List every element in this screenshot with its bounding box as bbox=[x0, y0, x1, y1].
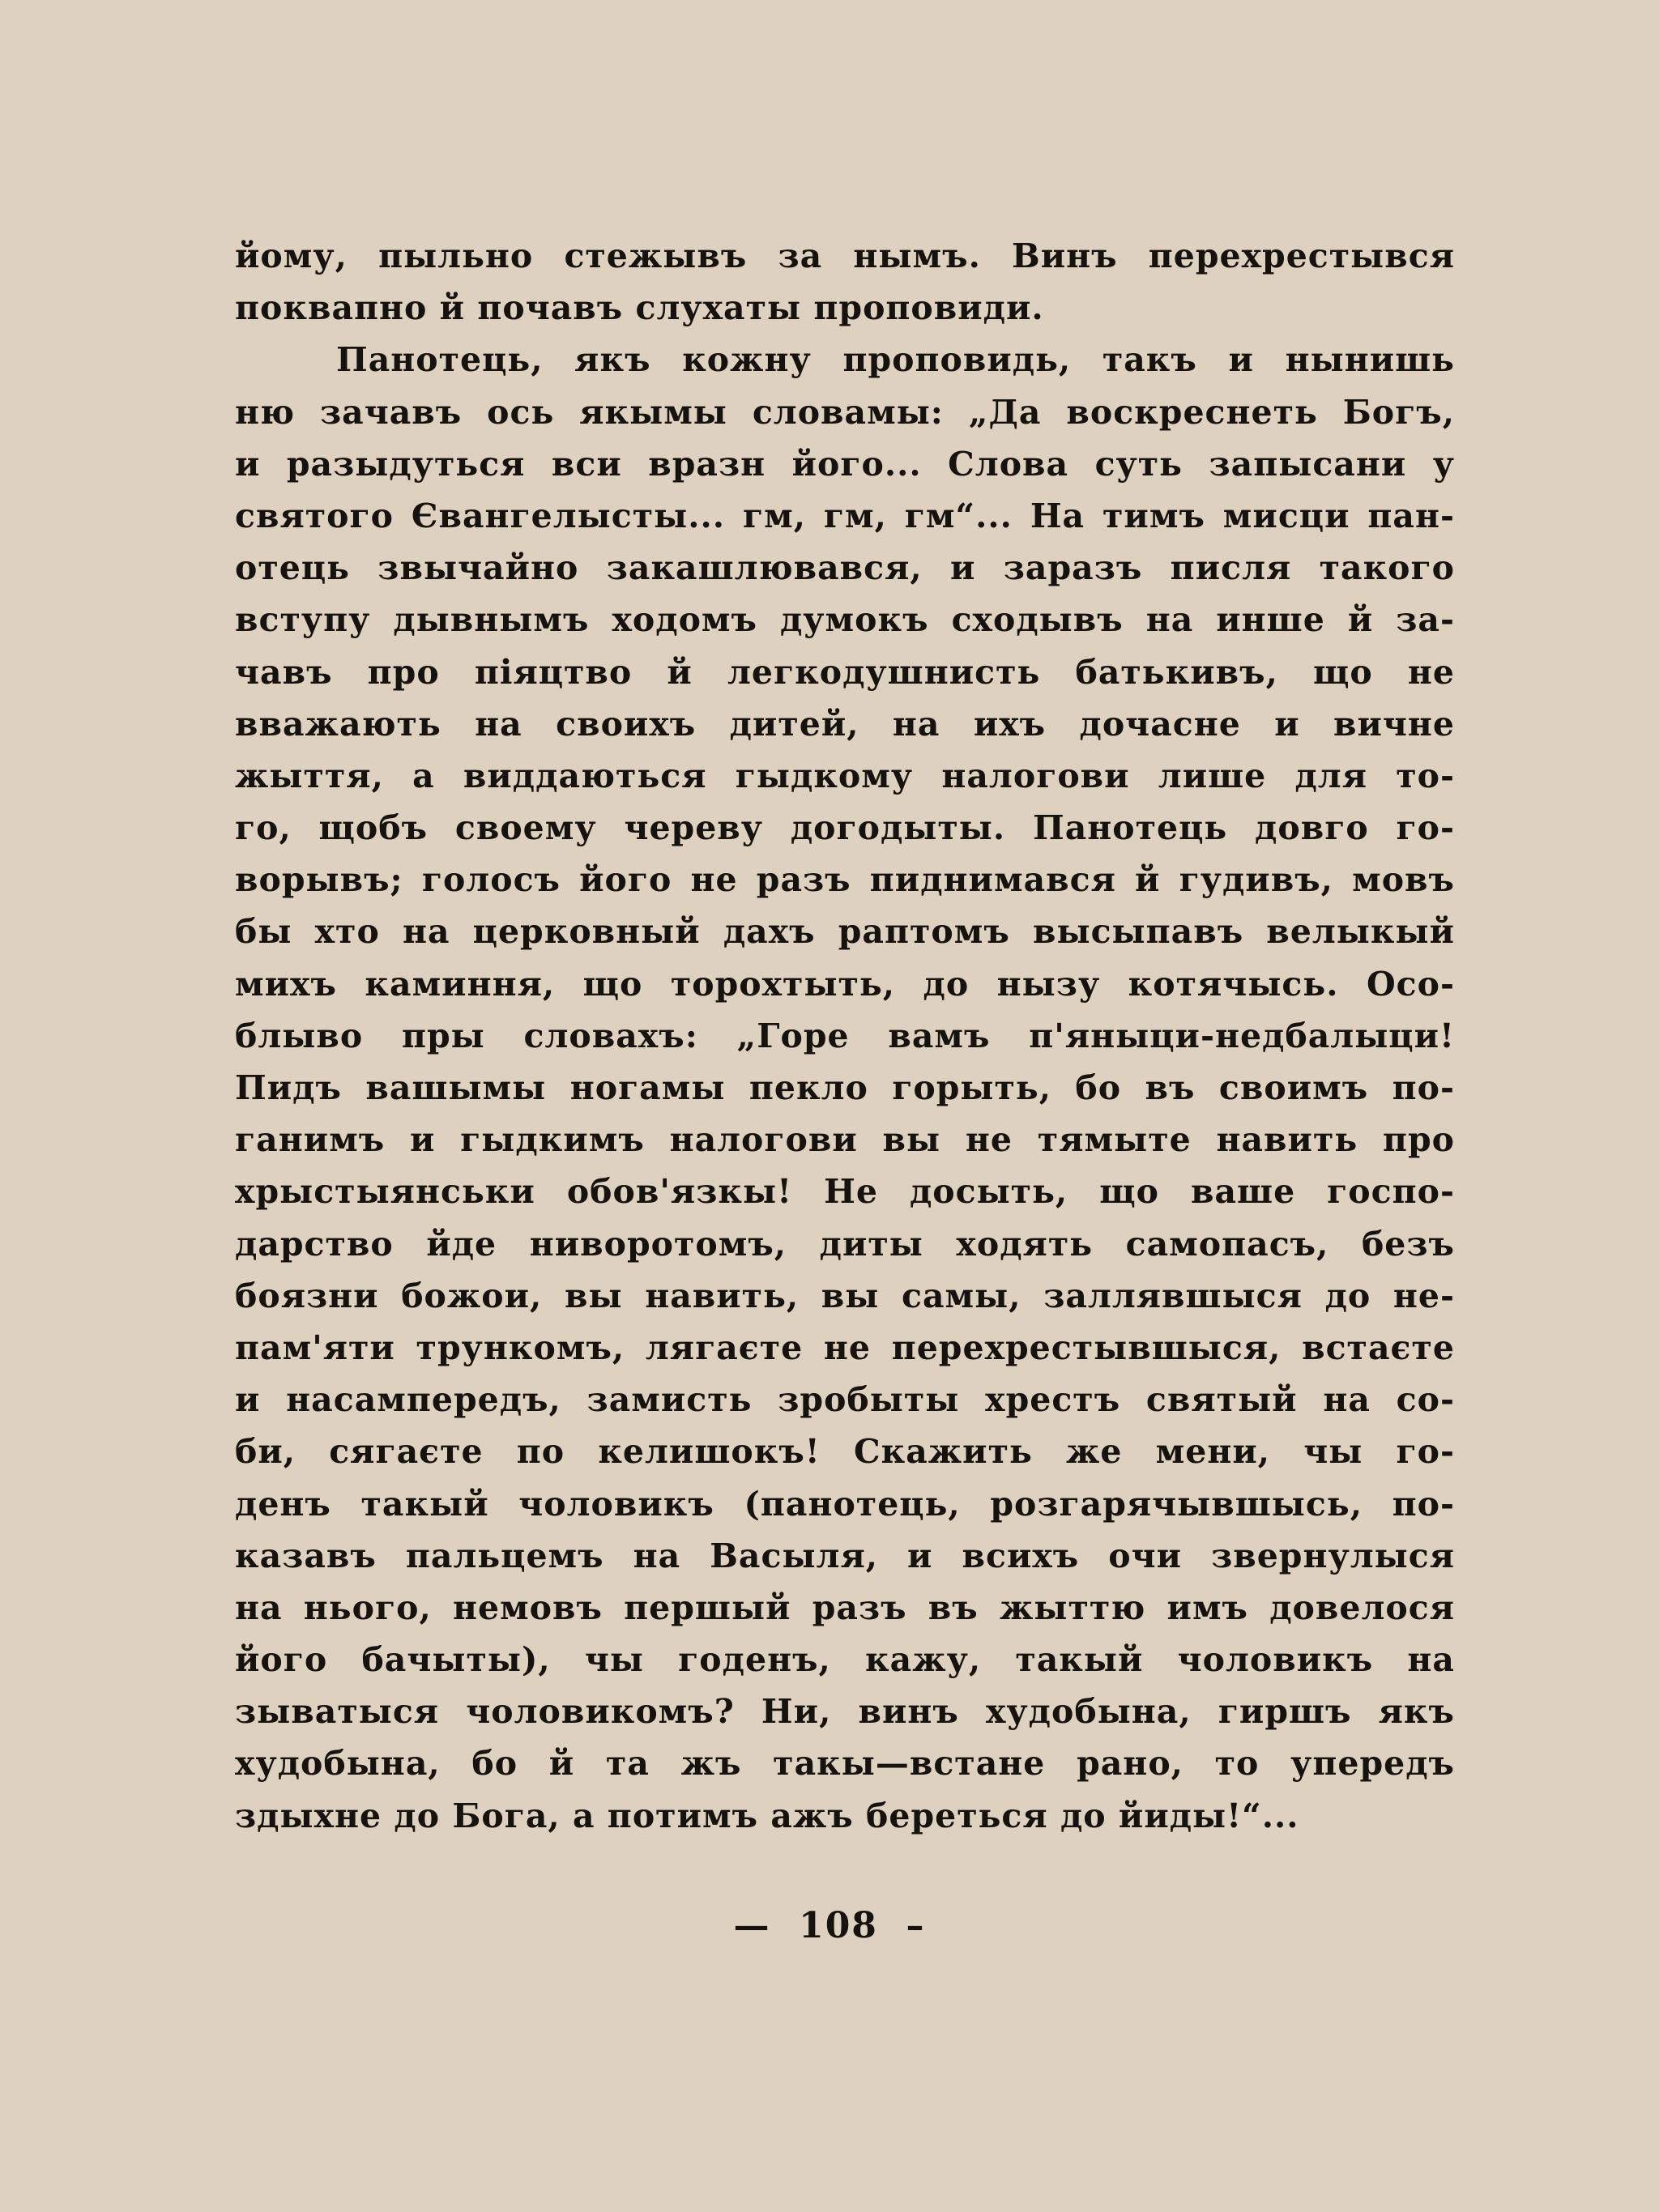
text-line: и насампередъ, замисть зробыты хрестъ святый на со- bbox=[235, 1380, 1455, 1420]
text-line: худобына, бо й та жъ такы—встане рано, то упередъ bbox=[235, 1744, 1455, 1784]
text-line: ганимъ и гыдкимъ налогови вы не тямыте навить про bbox=[235, 1120, 1455, 1160]
text-line: хрыстыянськи обов'язкы! Не досыть, що ваше госпо- bbox=[235, 1172, 1455, 1212]
text-line: денъ такый чоловикъ (панотець, розгарячывшысь, по- bbox=[235, 1484, 1455, 1524]
text-line: казавъ пальцемъ на Васыля, и всихъ очи звернулыся bbox=[235, 1536, 1455, 1575]
text-line: боязни божои, вы навить, вы самы, заллявшыся до не- bbox=[235, 1276, 1455, 1315]
text-line: жыття, а виддаються гыдкому налогови лише для то- bbox=[235, 756, 1455, 795]
text-line: йому, пыльно стежывъ за нымъ. Винъ перехрестывся bbox=[235, 237, 1455, 275]
text-line: його бачыты), чы годенъ, кажу, такый чоловикъ на bbox=[235, 1640, 1455, 1680]
page-number: — 108 – bbox=[733, 1905, 926, 1946]
text-line: Панотець, якъ кожну проповидь, такъ и нынишь bbox=[336, 340, 1455, 380]
text-line: и разыдуться вси вразн його... Слова суть запысани у bbox=[235, 444, 1455, 484]
text-line: пам'яти трункомъ, лягаєте не перехрестывшыся, встаєте bbox=[235, 1328, 1455, 1367]
text-line: на нього, немовъ першый разъ въ жыттю имъ довелося bbox=[235, 1588, 1455, 1627]
text-line: ню зачавъ ось якымы словамы: „Да воскреснеть Богъ, bbox=[235, 392, 1455, 432]
text-line: бы хто на церковный дахъ раптомъ высыпавъ велыкый bbox=[235, 912, 1455, 952]
text-line: го, щобъ своему череву догодыты. Панотець довго го- bbox=[235, 808, 1455, 848]
text-line: Пидъ вашымы ногамы пекло горыть, бо въ своимъ по- bbox=[235, 1068, 1455, 1107]
text-line: святого Євангелысты... гм, гм, гм“... На тимъ мисци пан- bbox=[235, 496, 1455, 535]
body-text bbox=[235, 230, 1455, 1842]
paragraph-2 bbox=[235, 334, 1455, 1841]
text-line: ворывъ; голосъ його не разъ пиднимався й гудивъ, мовъ bbox=[235, 860, 1455, 900]
text-line: здыхне до Бога, а потимъ ажъ береться до йиды!“... bbox=[235, 1796, 1299, 1835]
text-line: зыватыся чоловикомъ? Ни, винъ худобына, гиршъ якъ bbox=[235, 1692, 1455, 1732]
text-line: вважають на своихъ дитей, на ихъ дочасне и вичне bbox=[235, 704, 1455, 744]
text-line: би, сягаєте по келишокъ! Скажить же мени, чы го- bbox=[235, 1432, 1455, 1472]
text-line: блыво пры словахъ: „Горе вамъ п'яныци-недбалыци! bbox=[235, 1016, 1455, 1055]
text-line: вступу дывнымъ ходомъ думокъ сходывъ на инше й за- bbox=[235, 600, 1455, 640]
text-line: отець звычайно закашлювався, и заразъ писля такого bbox=[235, 548, 1455, 588]
text-line: чавъ про піяцтво й легкодушнисть батькивъ, що не bbox=[235, 652, 1455, 692]
text-line: михъ каминня, що торохтыть, до нызу котячысь. Осо- bbox=[235, 964, 1455, 1004]
text-line: дарство йде ниворотомъ, диты ходять самопасъ, безъ bbox=[235, 1224, 1455, 1264]
text-line: поквапно й почавъ слухаты проповиди. bbox=[235, 288, 1044, 328]
paragraph-1 bbox=[235, 230, 1455, 334]
